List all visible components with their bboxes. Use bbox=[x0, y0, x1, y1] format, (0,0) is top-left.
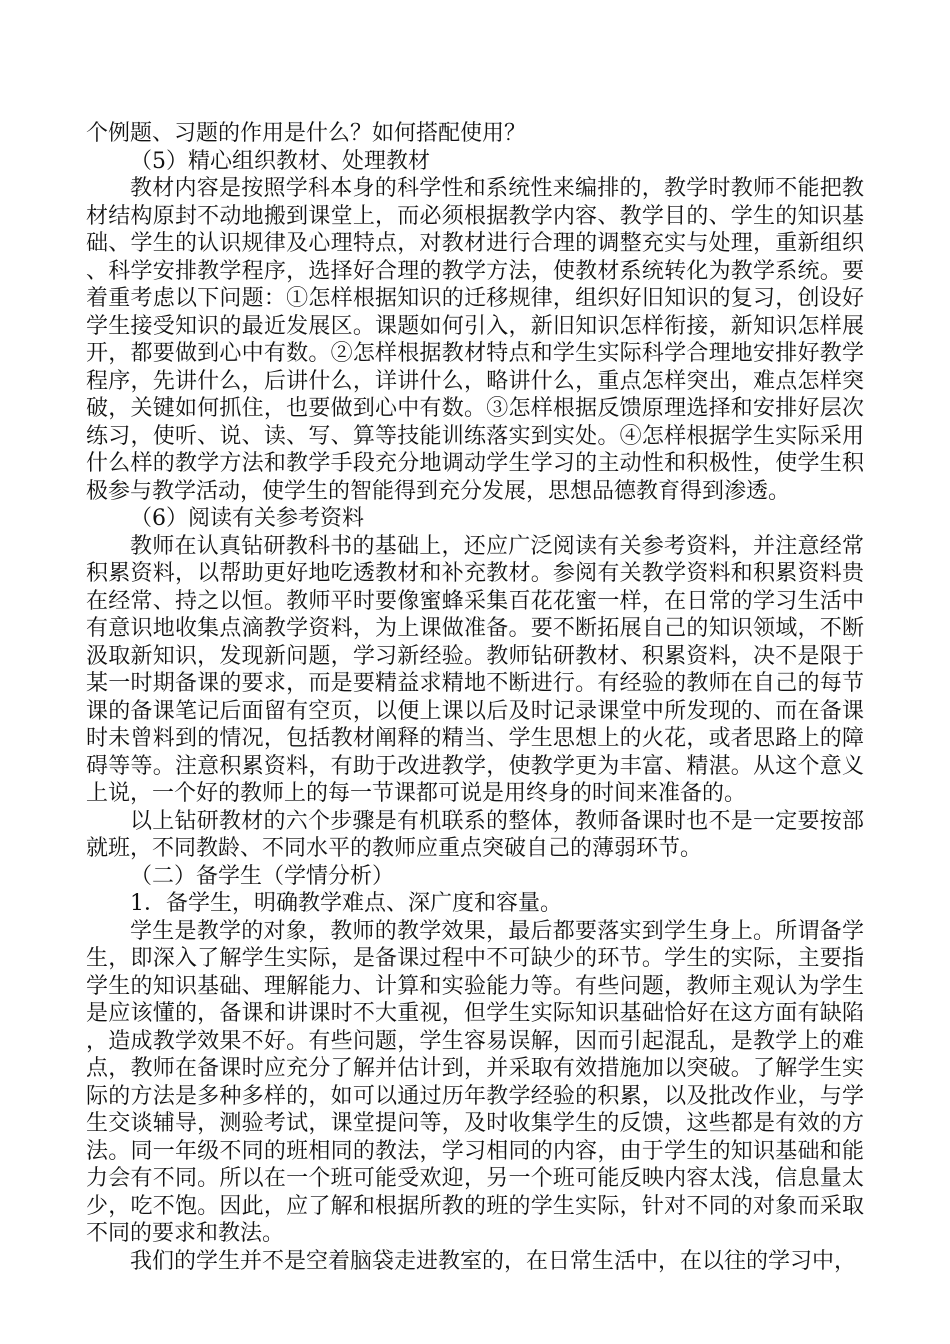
heading-organize-materials: （5）精心组织教材、处理教材 bbox=[130, 148, 430, 174]
paragraph-six-steps-summary: 以上钻研教材的六个步骤是有机联系的整体，教师备课时也不是一定要按部就班，不同教龄、不同水平的教师应重点突破自己的薄弱环节。 bbox=[86, 808, 864, 861]
document-page bbox=[86, 120, 864, 1275]
paragraph-examples-question: 个例题、习题的作用是什么？如何搭配使用？ bbox=[86, 121, 527, 146]
paragraph-organize-materials: 教材内容是按照学科本身的科学性和系统性来编排的，教学时教师不能把教材结构原封不动地搬到课堂上，而必须根据教学内容、教学目的、学生的知识基础、学生的认识规律及心理特点，对教材进行合理的调整充实与处理，重新组织、科学安排教学程序，选择好合理的教学方法，使教材系统转化为教学系统。要着重考虑以下问题：①怎样根据知识的迁移规律，组织好旧知识的复习，创设好学生接受知识的最近发展区。课题如何引入，新旧知识怎样衔接，新知识怎样展开，都要做到心中有数。②怎样根据教材特点和学生实际科学合理地安排好教学程序，先讲什么，后讲什么，详讲什么，略讲什么，重点怎样突出，难点怎样突破，关键如何抓住，也要做到心中有数。③怎样根据反馈原理选择和安排好层次练习，使听、说、读、写、算等技能训练落实到实处。④怎样根据学生实际采用什么样的教学方法和教学手段充分地调动学生学习的主动性和积极性，使学生积极参与教学活动，使学生的智能得到充分发展，思想品德教育得到渗透。 bbox=[86, 176, 864, 504]
heading-prepare-students: （二）备学生（学情分析） bbox=[130, 863, 395, 889]
paragraph-reference-materials: 教师在认真钻研教科书的基础上，还应广泛阅读有关参考资料，并注意经常积累资料，以帮助更好地吃透教材和补充教材。参阅有关教学资料和积累资料贵在经常、持之以恒。教师平时要像蜜蜂采集百花花蜜一样，在日常的学习生活中有意识地收集点滴教学资料，为上课做准备。要不断拓展自己的知识领域，不断汲取新知识，发现新问题，学习新经验。教师钻研教材、积累资料，决不是限于某一时期备课的要求，而是要精益求精地不断进行。有经验的教师在自己的每节课的备课笔记后面留有空页，以便上课以后及时记录课堂中所发现的、而在备课时未曾料到的情况，包括教材阐释的精当、学生思想上的火花，或者思路上的障碍等等。注意积累资料，有助于改进教学，使教学更为丰富、精湛。从这个意义上说，一个好的教师上的每一节课都可说是用终身的时间来准备的。 bbox=[86, 533, 864, 806]
paragraph-students-reality: 学生是教学的对象，教师的教学效果，最后都要落实到学生身上。所谓备学生，即深入了解学生实际，是备课过程中不可缺少的环节。学生的实际，主要指学生的知识基础、理解能力、计算和实验能力等。有些问题，教师主观认为学生是应该懂的，备课和讲课时不大重视，但学生实际知识基础恰好在这方面有缺陷，造成教学效果不好。有些问题，学生容易误解，因而引起混乱，是教学上的难点，教师在备课时应充分了解并估计到，并采取有效措施加以突破。了解学生实际的方法是多种多样的，如可以通过历年教学经验的积累，以及批改作业，与学生交谈辅导，测验考试，课堂提问等，及时收集学生的反馈，这些都是有效的方法。同一年级不同的班相同的教法，学习相同的内容，由于学生的知识基础和能力会有不同。所以在一个班可能受欢迎，另一个班可能反映内容太浅，信息量太少，吃不饱。因此，应了解和根据所教的班的学生实际，针对不同的对象而采取不同的要求和教法。 bbox=[86, 918, 864, 1246]
paragraph-students-not-empty: 我们的学生并不是空着脑袋走进教室的，在日常生活中，在以往的学习中， bbox=[130, 1248, 857, 1274]
heading-reference-materials: （6）阅读有关参考资料 bbox=[130, 506, 364, 531]
subheading-teaching-difficulties: 1．备学生，明确教学难点、深广度和容量。 bbox=[130, 891, 562, 916]
